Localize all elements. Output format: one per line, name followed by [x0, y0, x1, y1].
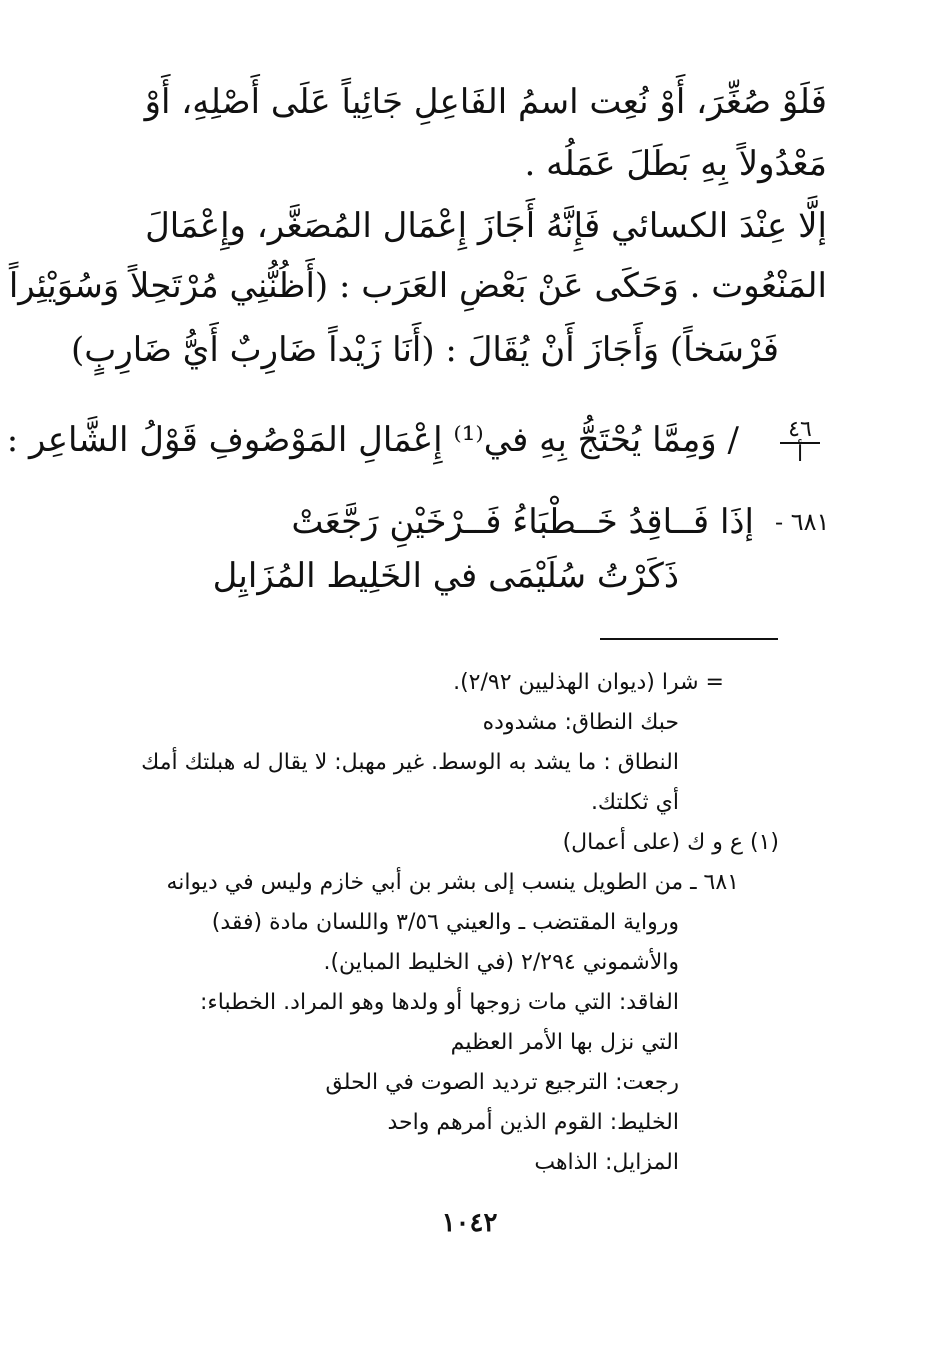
footnote-line-9: الفاقد: التي مات زوجها أو ولدها وهو المراد. الخطباء: — [200, 990, 679, 1015]
main-text-line-1: فَلَوْ صُغِّرَ، أَوْ نُعِت اسمُ الفَاعِلِ جَائِياً عَلَى أَصْلِهِ، أَوْ — [144, 82, 827, 122]
verse-number: ٦٨١ - — [775, 508, 830, 536]
footnote-line-1: = شرا (ديوان الهذليين ٢/٩٢). — [453, 670, 724, 695]
footnote-line-3: النطاق : ما يشد به الوسط. غير مهبل: لا يقال له هبلتك أمك — [141, 750, 679, 775]
main-text-line-4: المَنْعُوت . وَحَكَى عَنْ بَعْضِ العَرَب : (أَظُنُّنِي مُرْتَحِلاً وَسُوَيْئِراً — [8, 266, 827, 306]
main-text-line-3: إلَّا عِنْدَ الكسائي فَإِنَّهُ أَجَازَ إِعْمَال المُصَغَّر، وإِعْمَالَ — [145, 206, 827, 246]
footnote-line-5: (١) ع و ك (على أعمال) — [562, 830, 779, 855]
verse-hemistich-1: إذَا فَــاقِدُ خَــطْبَاءُ فَــرْخَيْنِ رَجَّعَتْ — [291, 502, 754, 542]
footnote-line-13: المزايل: الذاهب — [534, 1150, 679, 1175]
footnote-separator — [600, 638, 778, 640]
footnote-line-7: ورواية المقتضب ـ والعيني ٣/٥٦ واللسان مادة (فقد) — [211, 910, 679, 935]
footnote-line-4: أي ثكلتك. — [590, 790, 679, 815]
page-number: ١٠٤٢ — [441, 1208, 498, 1238]
footnote-line-12: الخليط: القوم الذين أمرهم واحد — [387, 1110, 679, 1135]
footnote-line-8: والأشموني ٢/٢٩٤ (في الخليط المباين). — [323, 950, 679, 975]
footnote-line-6: ٦٨١ ـ من الطويل ينسب إلى بشر بن أبي خازم وليس في ديوانه — [166, 870, 739, 895]
verse-hemistich-2: ذَكَرْتُ سُلَيْمَى في الخَلِيط المُزَايِل — [212, 556, 679, 596]
margin-reference-top: ٤٦ — [780, 418, 820, 444]
main-text-line-2: مَعْدُولاً بِهِ بَطَلَ عَمَلُه . — [524, 144, 827, 184]
main-text-line-5: فَرْسَخاً) وَأَجَازَ أَنْ يُقَالَ : (أَنَا زَيْداً ضَارِبٌ أَيُّ ضَارِبٍ) — [71, 330, 779, 370]
footnote-line-11: رجعت: الترجيع ترديد الصوت في الحلق — [325, 1070, 679, 1095]
main-text-line-6: / وَمِمَّا يُحْتَجُّ بِهِ في⁽¹⁾ إِعْمَالِ المَوْصُوفِ قَوْلُ الشَّاعِر : — [6, 420, 739, 460]
margin-reference-bottom: أ — [796, 442, 804, 467]
footnote-line-2: حبك النطاق: مشدوده — [482, 710, 679, 735]
footnote-line-10: التي نزل بها الأمر العظيم — [450, 1030, 679, 1055]
margin-reference — [780, 418, 820, 466]
